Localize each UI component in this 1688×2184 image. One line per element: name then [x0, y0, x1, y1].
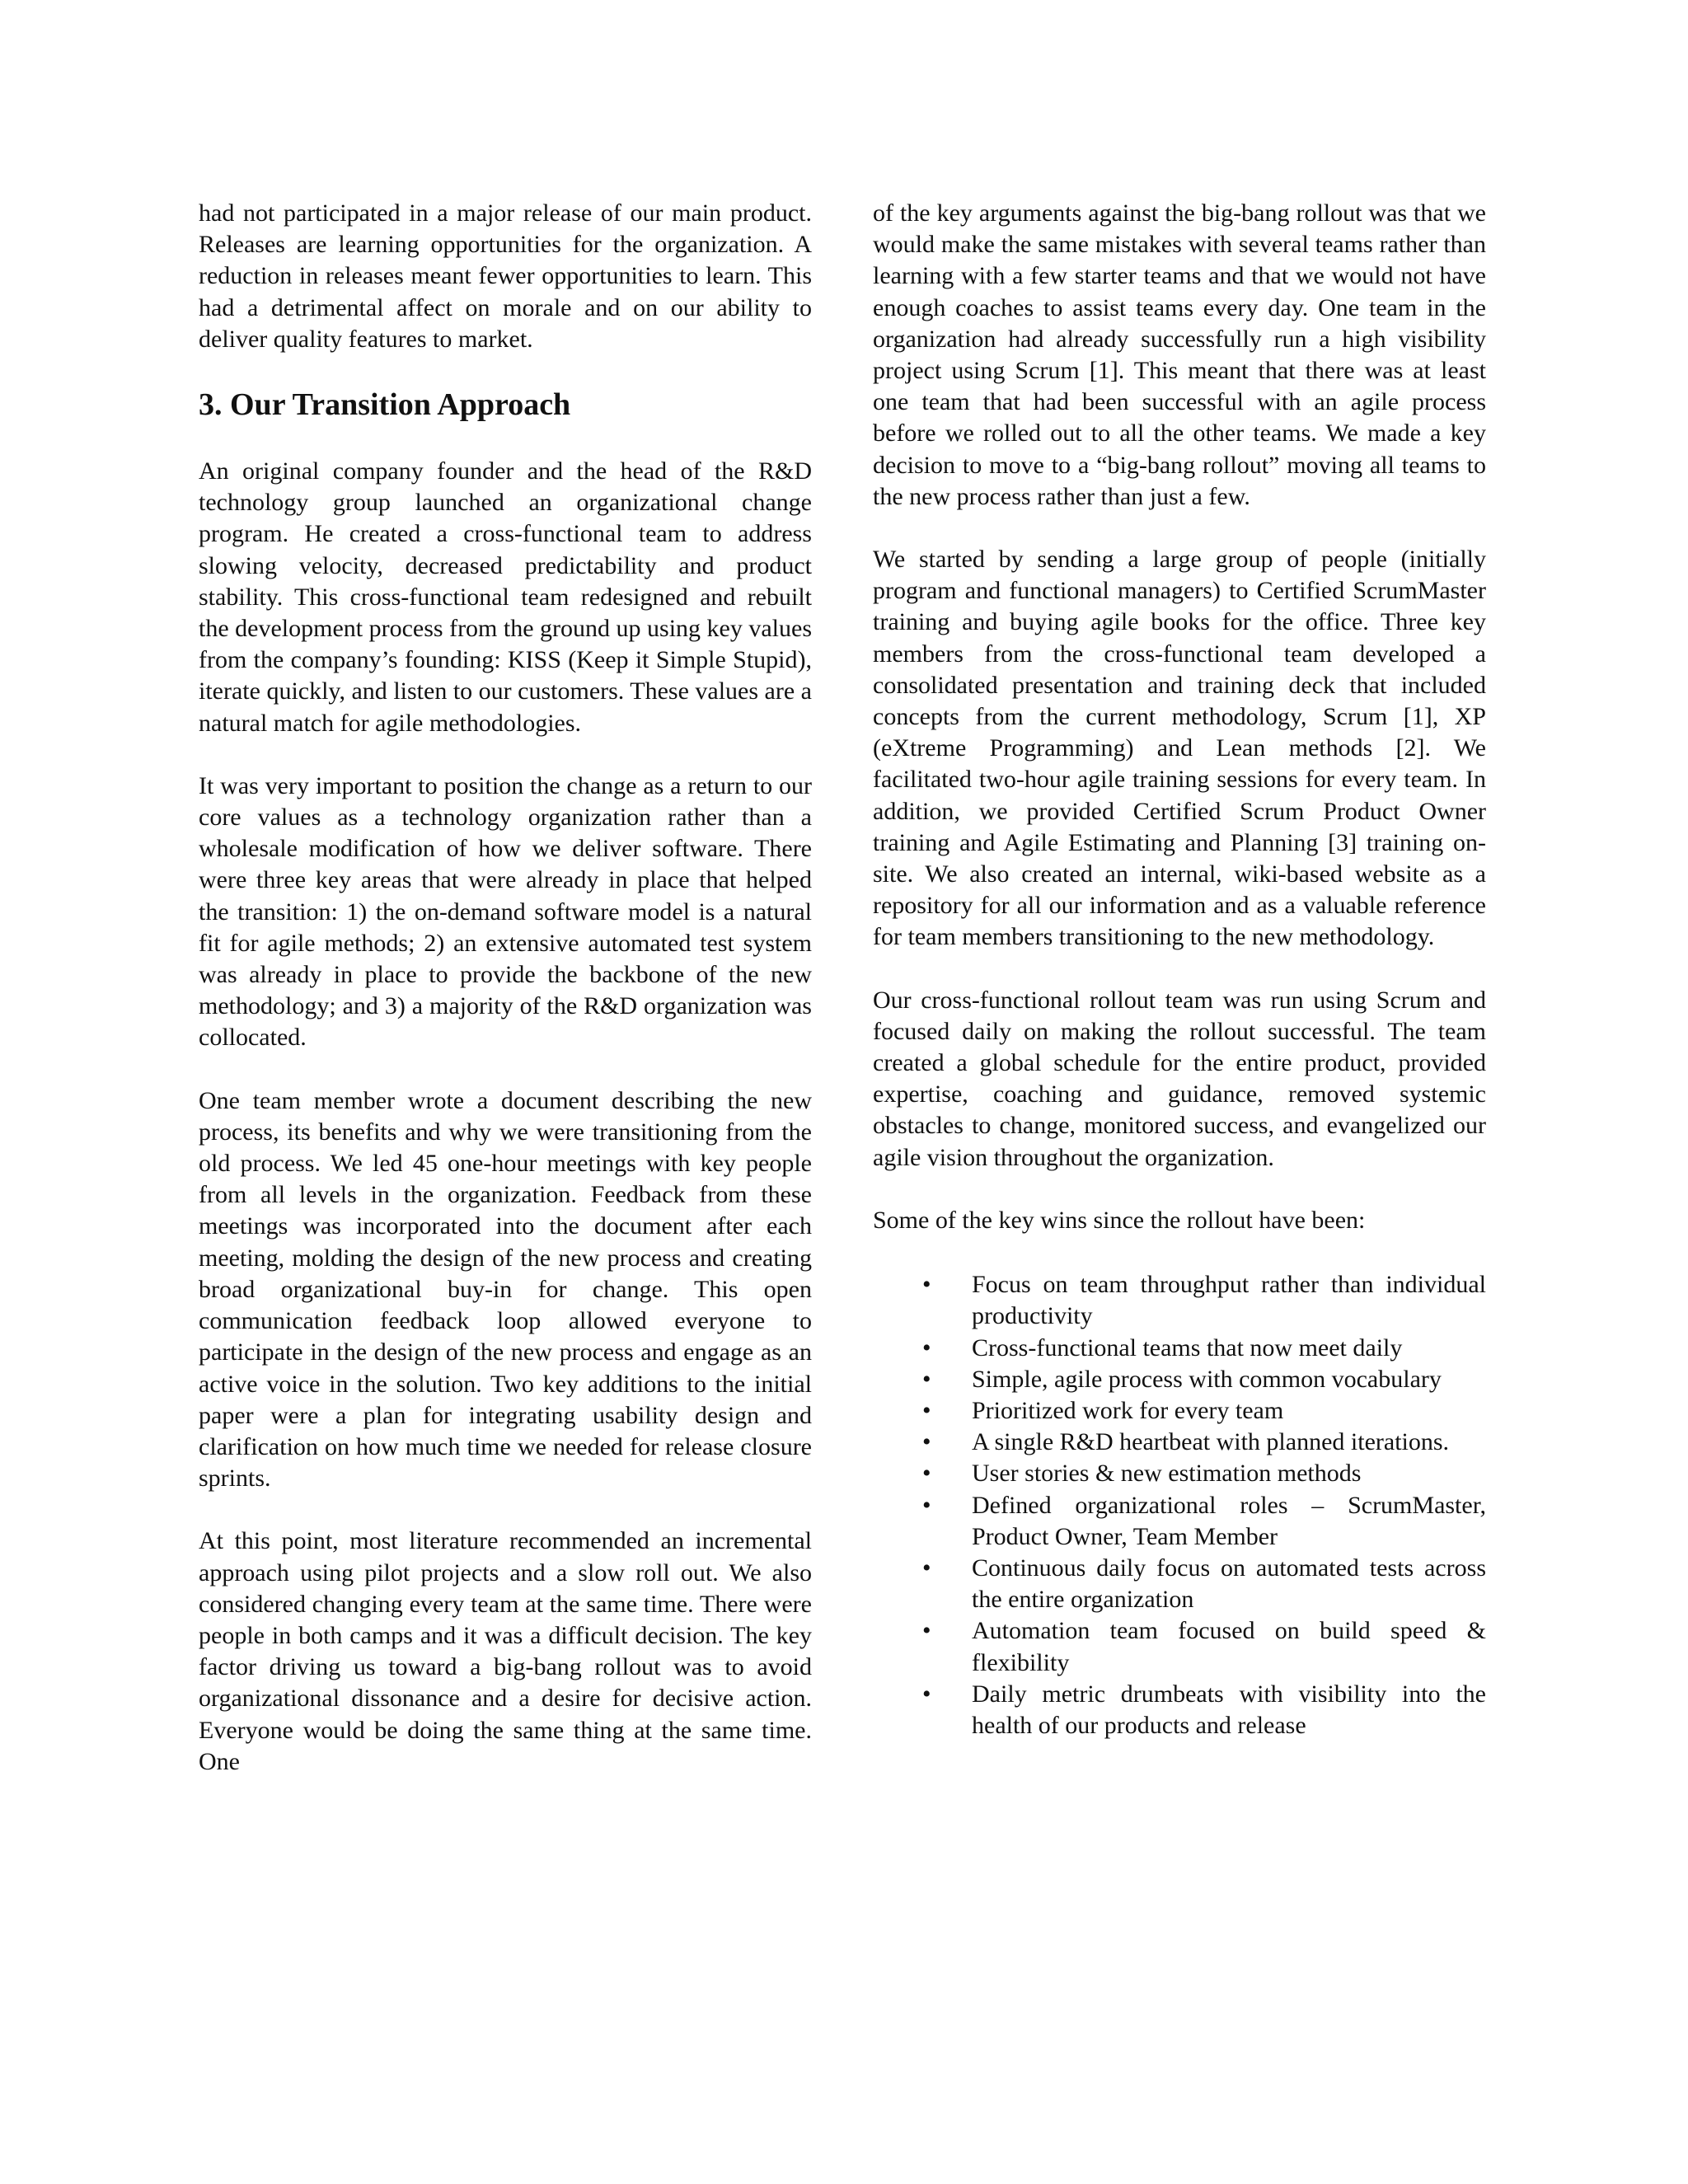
- list-item: [873, 1679, 1486, 1741]
- list-item-text: User stories & new estimation methods: [972, 1460, 1362, 1488]
- paragraph-key-wins-intro: Some of the key wins since the rollout have been:: [873, 1206, 1366, 1234]
- list-item-text: Defined organizational roles – ScrumMaster, Product Owner, Team Member: [972, 1491, 1486, 1550]
- bullet-icon: •: [922, 1680, 931, 1708]
- bullet-icon: •: [922, 1554, 931, 1582]
- list-item-text: Prioritized work for every team: [972, 1396, 1284, 1424]
- list-item: [873, 1333, 1486, 1364]
- right-column: [873, 198, 1486, 1741]
- section-heading: 3. Our Transition Approach: [199, 387, 571, 423]
- left-column: [199, 198, 812, 1778]
- bullet-icon: •: [922, 1460, 931, 1488]
- list-item-text: Continuous daily focus on automated tests across the entire organization: [972, 1554, 1486, 1614]
- bullet-icon: •: [922, 1617, 931, 1645]
- bullet-icon: •: [922, 1333, 931, 1361]
- paragraph-founder-program: An original company founder and the head of the R&D technology group launched an organizational change program. He created a cross-functional team to address slowing velocity, decreased predictability and product stability. This cross-functional team redesigned and rebuilt the development process from the ground up using key values from the company’s founding: KISS (Keep it Simple Stupid), iterate quickly, and listen to our customers. These values are a natural match for agile methodologies.: [199, 457, 812, 737]
- list-item: [873, 1364, 1486, 1395]
- paragraph-training: We started by sending a large group of people (initially program and functional managers) to Certified ScrumMaster training and buying agile books for the office. Three key members from the cross-functional team developed a consolidated presentation and training deck that included concepts from the current methodology, Scrum [1], XP (eXtreme Programming) and Lean methods [2]. We facilitated two-hour agile training sessions for every team. In addition, we provided Certified Scrum Product Owner training and Agile Estimating and Planning [3] training on-site. We also created an internal, wiki-based website as a repository for all our information and as a valuable reference for team members transitioning to the new methodology.: [873, 546, 1486, 951]
- list-item: [873, 1553, 1486, 1615]
- paragraph-left-intro-continued: had not participated in a major release of our main product. Releases are learning opportunities for the organization. A reduction in releases meant fewer opportunities to learn. This had a detrimental affect on morale and on our ability to deliver quality features to market.: [199, 199, 812, 353]
- bullet-icon: •: [922, 1365, 931, 1393]
- bullet-icon: •: [922, 1428, 931, 1456]
- bullet-icon: •: [922, 1271, 931, 1299]
- list-item: [873, 1615, 1486, 1678]
- list-item: [873, 1490, 1486, 1553]
- list-item-text: Simple, agile process with common vocabulary: [972, 1365, 1442, 1393]
- list-item-text: A single R&D heartbeat with planned iterations.: [972, 1428, 1450, 1456]
- paragraph-big-bang-arguments: of the key arguments against the big-bang rollout was that we would make the same mistakes with several teams rather than learning with a few starter teams and that we would not have enough coaches to assist teams every day. One team in the organization had already successfully run a high visibility project using Scrum [1]. This meant that there was at least one team that had been successful with an agile process before we rolled out to all the other teams. We made a key decision to move to a “big-bang rollout” moving all teams to the new process rather than just a few.: [873, 199, 1486, 510]
- bullet-icon: •: [922, 1396, 931, 1424]
- list-item: [873, 1395, 1486, 1427]
- list-item-text: Daily metric drumbeats with visibility into the health of our products and release: [972, 1680, 1486, 1739]
- paragraph-rollout-decision: At this point, most literature recommended an incremental approach using pilot projects and a slow roll out. We also considered changing every team at the same time. There were people in both camps and it was a difficult decision. The key factor driving us toward a big-bang rollout was to avoid organizational dissonance and a desire for decisive action. Everyone would be doing the same thing at the same time. One: [199, 1527, 812, 1775]
- paragraph-rollout-team: Our cross-functional rollout team was run using Scrum and focused daily on making the rollout successful. The team created a global schedule for the entire product, provided expertise, coaching and guidance, removed systemic obstacles to change, monitored success, and evangelized our agile vision throughout the organization.: [873, 986, 1486, 1171]
- list-item: [873, 1427, 1486, 1458]
- paragraph-core-values: It was very important to position the change as a return to our core values as a technology organization rather than a wholesale modification of how we deliver software. There were three key areas that were already in place that helped the transition: 1) the on-demand software model is a natural fit for agile methods; 2) an extensive automated test system was already in place to provide the backbone of the new methodology; and 3) a majority of the R&D organization was collocated.: [199, 771, 812, 1052]
- list-item-text: Automation team focused on build speed & flexibility: [972, 1617, 1486, 1676]
- key-wins-list: [873, 1269, 1486, 1741]
- bullet-icon: •: [922, 1491, 931, 1519]
- list-item-text: Focus on team throughput rather than individual productivity: [972, 1271, 1486, 1330]
- paragraph-process-document: One team member wrote a document describing the new process, its benefits and why we were transitioning from the old process. We led 45 one-hour meetings with key people from all levels in the organization. Feedback from these meetings was incorporated into the document after each meeting, molding the design of the new process and creating broad organizational buy-in for change. This open communication feedback loop allowed everyone to participate in the design of the new process and engage as an active voice in the solution. Two key additions to the initial paper were a plan for integrating usability design and clarification on how much time we needed for release closure sprints.: [199, 1086, 812, 1493]
- list-item: [873, 1458, 1486, 1489]
- list-item: [873, 1269, 1486, 1332]
- list-item-text: Cross-functional teams that now meet daily: [972, 1333, 1403, 1361]
